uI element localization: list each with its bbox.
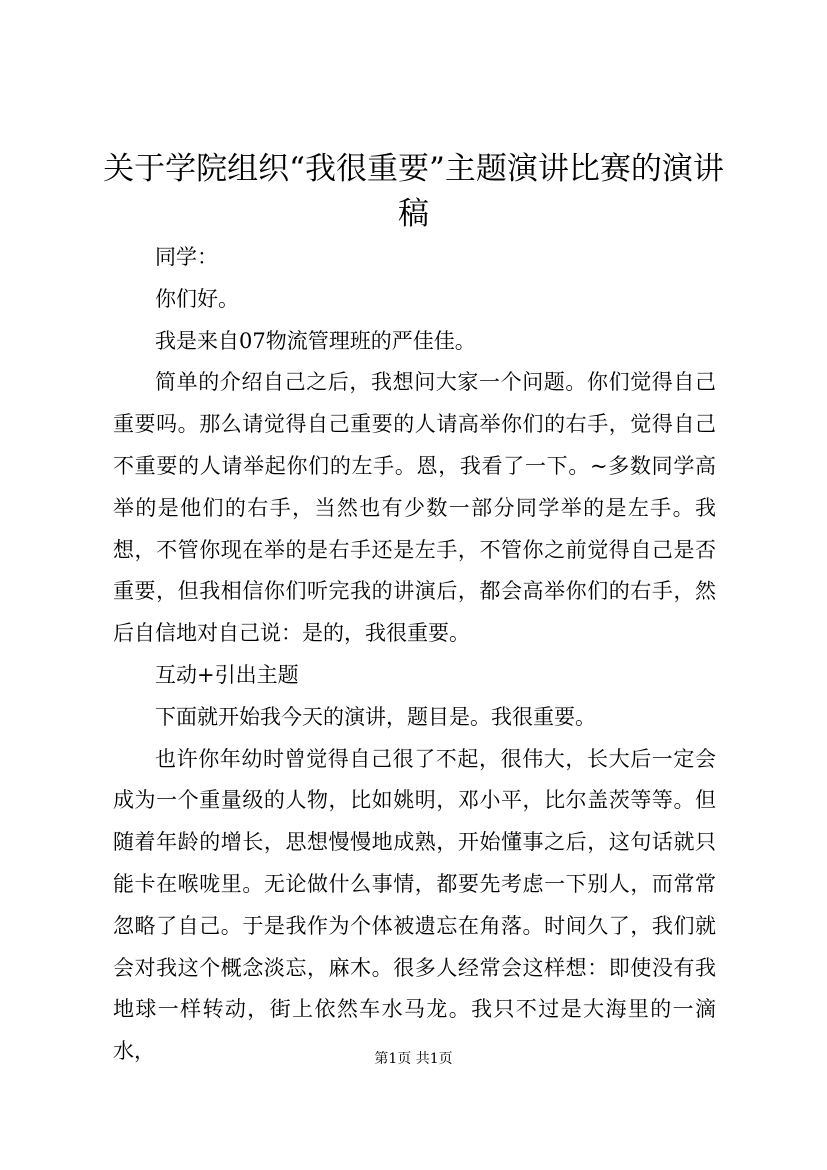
- paragraph-question: 简单的介绍自己之后，我想问大家一个问题。你们觉得自己重要吗。那么请觉得自己重要的人请高举你们的右手，觉得自己不重要的人请举起你们的左手。恩，我看了一下。~多数同学高举的是他们的右手，当然也有少数一部分同学举的是左手。我想，不管你现在举的是右手还是左手，不管你之前觉得自己是否重要，但我相信你们听完我的讲演后，都会高举你们的右手，然后自信地对自己说：是的，我很重要。: [113, 370, 716, 646]
- paragraph-greeting: 同学：: [155, 245, 218, 269]
- paragraph-body: 也许你年幼时曾觉得自己很了不起，很伟大，长大后一定会成为一个重量级的人物，比如姚明，邓小平，比尔盖茨等等。但随着年龄的增长，思想慢慢地成熟，开始懂事之后，这句话就只能卡在喉咙里。无论做什么事情，都要先考虑一下别人，而常常忽略了自己。于是我作为个体被遗忘在角落。时间久了，我们就会对我这个概念淡忘，麻木。很多人经常会这样想：即使没有我地球一样转动，街上依然车水马龙。我只不过是大海里的一滴水，: [113, 746, 716, 1064]
- document-body: [113, 237, 716, 1073]
- paragraph-hello: 你们好。: [155, 286, 239, 311]
- page-footer: 第1页 共1页: [374, 1051, 453, 1067]
- paragraph-note: 互动+引出主题: [155, 662, 299, 687]
- paragraph-self-intro: 我是来自07物流管理班的严佳佳。: [155, 328, 476, 353]
- document-title: 关于学院组织“我很重要”主题演讲比赛的演讲稿: [103, 151, 724, 232]
- paragraph-topic: 下面就开始我今天的演讲，题目是。我很重要。: [155, 704, 596, 729]
